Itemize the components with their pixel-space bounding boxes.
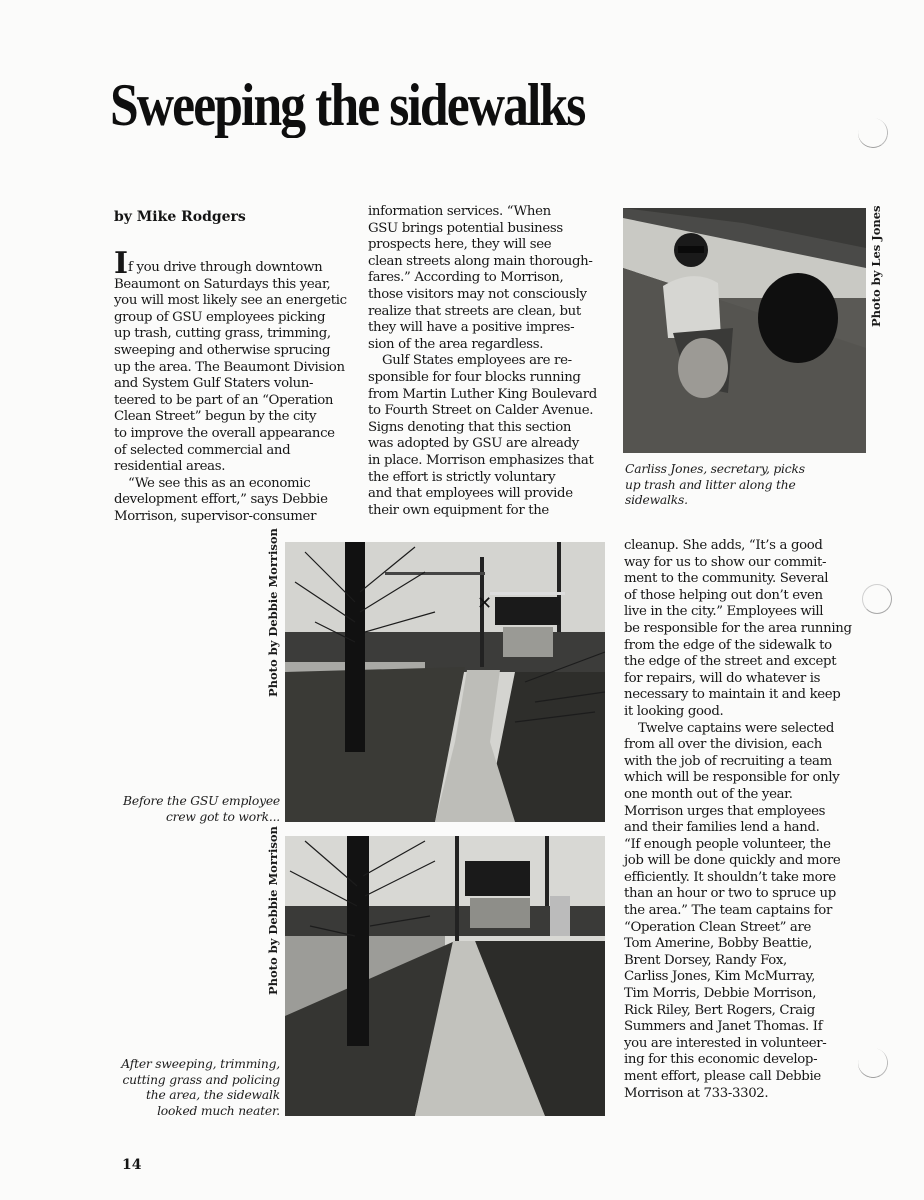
text-line: fares.” According to Morrison, <box>368 270 564 286</box>
text-line: than an hour or two to spruce up <box>624 886 836 902</box>
text-line: and System Gulf Staters volun- <box>114 376 314 392</box>
text-line: from all over the division, each <box>624 737 822 753</box>
text-line: Carliss Jones, Kim McMurray, <box>624 969 815 985</box>
text-line: teered to be part of an “Operation <box>114 392 334 408</box>
text-line: from the edge of the sidewalk to <box>624 637 832 653</box>
photo-after-cleanup <box>285 836 605 1116</box>
text-line: the area.” The team captains for <box>624 903 832 919</box>
text-line: ment to the community. Several <box>624 571 829 587</box>
article-column-3 <box>624 538 869 1102</box>
page-number: 14 <box>122 1157 142 1173</box>
text-line: Signs denoting that this section <box>368 419 572 435</box>
text-line: realize that streets are clean, but <box>368 303 581 319</box>
text-line: one month out of the year. <box>624 786 793 802</box>
text-line: to Fourth Street on Calder Avenue. <box>368 403 594 419</box>
article-column-2 <box>368 204 613 519</box>
text-line: efficiently. It shouldn’t take more <box>624 869 836 885</box>
text-line: and their families lend a hand. <box>624 820 820 836</box>
text-line: “If enough people volunteer, the <box>624 836 831 852</box>
punch-hole-icon <box>856 116 891 151</box>
text-line: was adopted by GSU are already <box>368 436 579 452</box>
text-line: Morrison at 733-3302. <box>624 1085 769 1101</box>
text-line: for repairs, will do whatever is <box>624 670 821 686</box>
text-line: “We see this as an economic <box>128 475 311 491</box>
text-line: up trash, cutting grass, trimming, <box>114 326 331 342</box>
text-line: “Operation Clean Street” are <box>624 919 812 935</box>
text-line: in place. Morrison emphasizes that <box>368 452 594 468</box>
text-line: be responsible for the area running <box>624 620 852 636</box>
text-line: ment effort, please call Debbie <box>624 1069 821 1084</box>
text-line: cleanup. She adds, “It’s a good <box>624 538 823 553</box>
photo-credit: Photo by Debbie Morrison <box>266 528 280 697</box>
text-line: the edge of the street and except <box>624 654 837 670</box>
text-line: necessary to maintain it and keep <box>624 687 841 703</box>
text-line: way for us to show our commit- <box>624 554 827 570</box>
photo-credit: Photo by Debbie Morrison <box>266 826 280 995</box>
text-line: sweeping and otherwise sprucing <box>114 342 331 358</box>
text-line: group of GSU employees picking <box>114 309 326 325</box>
text-line: Clean Street” begun by the city <box>114 409 317 425</box>
article-title: Sweeping the sidewalks <box>110 72 585 138</box>
punch-hole-icon <box>862 584 892 614</box>
text-line: Gulf States employees are re- <box>382 353 572 369</box>
text-line: with the job of recruiting a team <box>624 753 832 769</box>
svg-text:✕: ✕ <box>477 593 493 614</box>
text-line: those visitors may not consciously <box>368 286 587 302</box>
photo-credit: Photo by Les Jones <box>869 205 883 327</box>
text-line: Twelve captains were selected <box>638 720 835 736</box>
text-line: Summers and Janet Thomas. If <box>624 1019 823 1035</box>
text-line: up the area. The Beaumont Division <box>114 359 345 375</box>
text-line: ing for this economic develop- <box>624 1052 818 1068</box>
photo-caption: Carliss Jones, secretary, picks up trash and litter along the sidewalks. <box>625 462 805 507</box>
text-line: of those helping out don’t even <box>624 587 823 603</box>
text-line: their own equipment for the <box>368 502 549 518</box>
text-line: residential areas. <box>114 459 226 475</box>
text-line: from Martin Luther King Boulevard <box>368 386 597 402</box>
text-line: development effort,” says Debbie <box>114 492 328 508</box>
text-line: job will be done quickly and more <box>624 853 841 869</box>
text-line: GSU brings potential business <box>368 220 563 236</box>
text-line: sion of the area regardless. <box>368 336 544 352</box>
text-line: If you drive through downtown <box>114 246 323 281</box>
text-line: to improve the overall appearance <box>114 425 335 441</box>
text-line: sponsible for four blocks running <box>368 369 581 385</box>
text-line: you are interested in volunteer- <box>624 1035 827 1051</box>
byline: by Mike Rodgers <box>114 209 246 225</box>
text-line: Morrison urges that employees <box>624 803 826 819</box>
text-line: you will most likely see an energetic <box>114 293 347 309</box>
text-line: Brent Dorsey, Randy Fox, <box>624 952 787 968</box>
text-line: of selected commercial and <box>114 442 291 458</box>
text-line: Tim Morris, Debbie Morrison, <box>624 986 817 1002</box>
text-line: Tom Amerine, Bobby Beattie, <box>624 936 812 952</box>
text-line: it looking good. <box>624 703 724 719</box>
text-line: live in the city.” Employees will <box>624 604 824 620</box>
text-line: the effort is strictly voluntary <box>368 469 556 485</box>
text-line: they will have a positive impres- <box>368 320 575 336</box>
photo-caption: Before the GSU employee crew got to work... <box>123 794 280 824</box>
text-line: clean streets along main thorough- <box>368 253 593 269</box>
text-line: Beaumont on Saturdays this year, <box>114 276 331 292</box>
text-line: prospects here, they will see <box>368 237 552 253</box>
text-line: which will be responsible for only <box>624 770 840 786</box>
text-line: Morrison, supervisor-consumer <box>114 508 317 524</box>
text-line: Rick Riley, Bert Rogers, Craig <box>624 1002 815 1018</box>
photo-before-cleanup <box>285 542 605 822</box>
drop-cap: I <box>114 246 129 281</box>
text-line: information services. “When <box>368 204 551 219</box>
article-column-1 <box>114 246 359 526</box>
photo-caption: After sweeping, trimming, cutting grass and policing the area, the sidewalk looked much neater. <box>121 1057 280 1118</box>
text-line: and that employees will provide <box>368 486 573 502</box>
photo-carliss-jones <box>623 208 866 453</box>
